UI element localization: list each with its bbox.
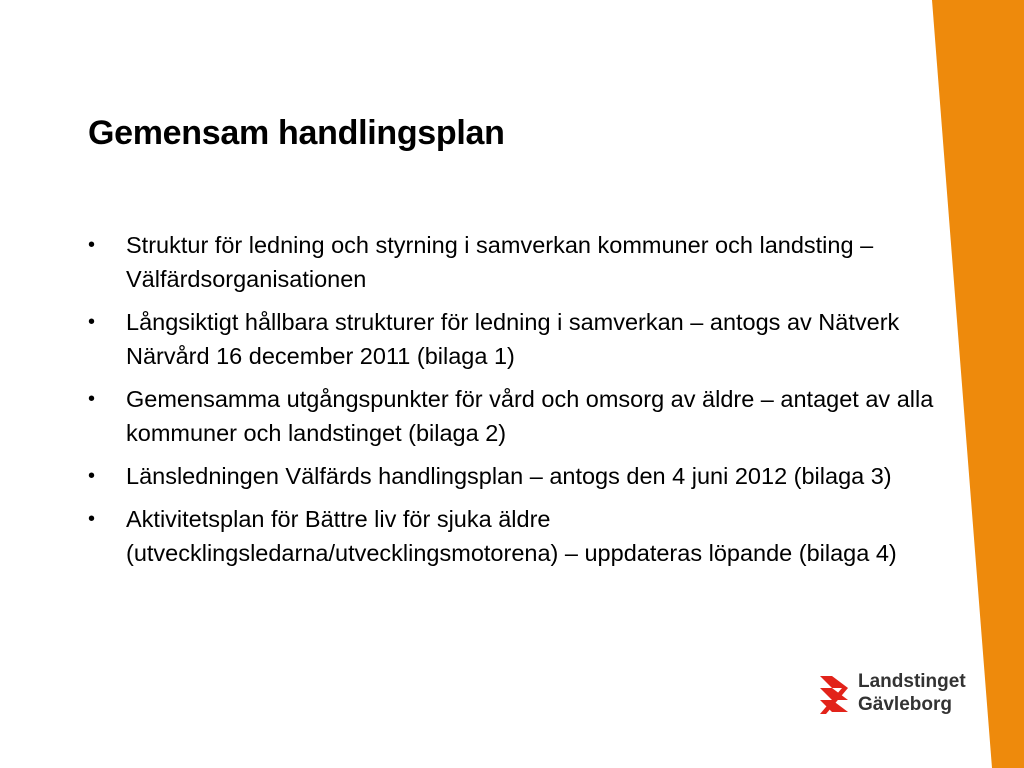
landstinget-logo (818, 670, 978, 720)
orange-band-shape (932, 0, 1024, 768)
bullet-symbol: • (88, 508, 96, 530)
bullet-item (88, 228, 938, 296)
bullet-symbol: • (88, 234, 96, 256)
bullet-item (88, 382, 938, 450)
logo-line-2: Gävleborg (858, 694, 952, 715)
slide-title: Gemensam handlingsplan (88, 114, 505, 152)
logo-line-1: Landstinget (858, 671, 966, 692)
landstinget-mark-icon (818, 672, 852, 716)
bullet-item (88, 305, 938, 373)
bullet-item (88, 502, 938, 570)
bullet-symbol: • (88, 388, 96, 410)
bullet-symbol: • (88, 465, 96, 487)
bullet-text: Länsledningen Välfärds handlingsplan – antogs den 4 juni 2012 (bilaga 3) (126, 463, 892, 489)
bullet-text: Aktivitetsplan för Bättre liv för sjuka äldre (utvecklingsledarna/utvecklingsmotorena) – uppdateras löpande (bilaga 4) (126, 506, 897, 566)
bullet-text: Gemensamma utgångspunkter för vård och omsorg av äldre – antaget av alla kommuner och landstinget (bilaga 2) (126, 386, 934, 446)
logo-text (858, 670, 966, 716)
bullet-list (88, 228, 938, 579)
bullet-item (88, 459, 938, 493)
bullet-text: Långsiktigt hållbara strukturer för ledning i samverkan – antogs av Nätverk Närvård 16 december 2011 (bilaga 1) (126, 309, 900, 369)
logo-chevron-top (820, 676, 848, 688)
bullet-symbol: • (88, 311, 96, 333)
bullet-text: Struktur för ledning och styrning i samverkan kommuner och landsting – Välfärdsorganisationen (126, 232, 874, 292)
